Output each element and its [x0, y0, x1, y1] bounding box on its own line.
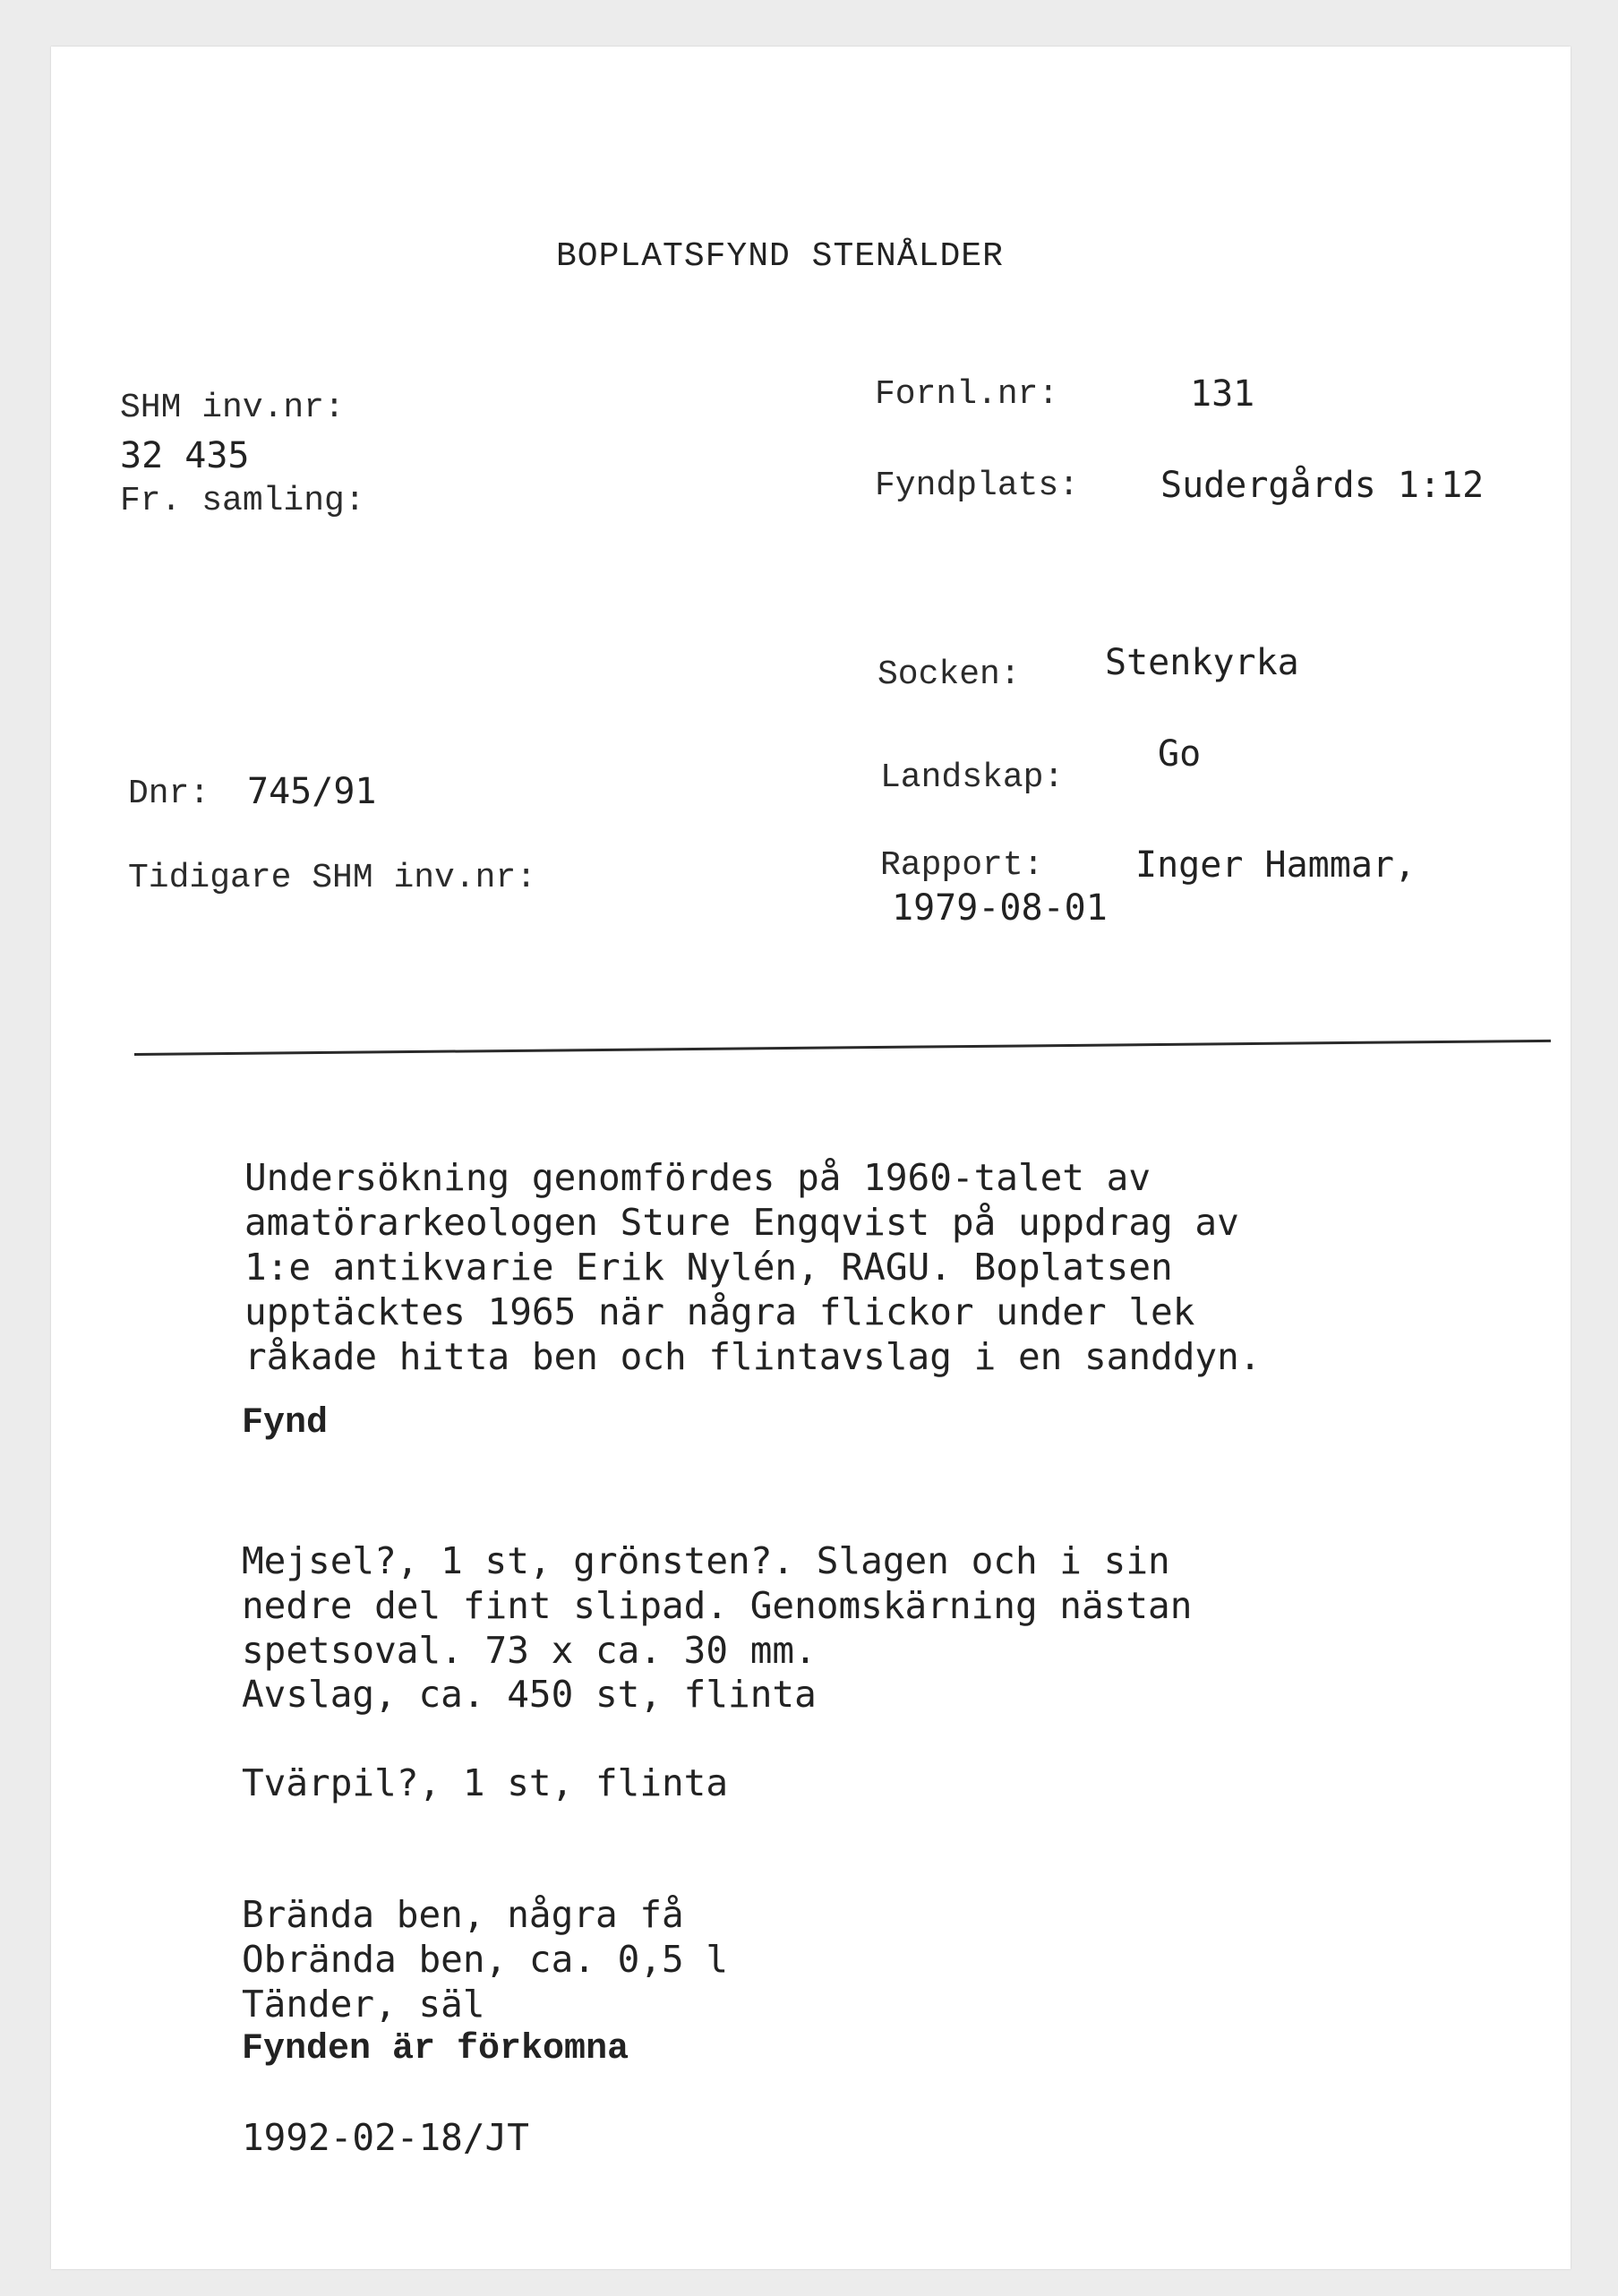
- landskap-label: Landskap:: [880, 758, 1065, 797]
- rapport-value-date: 1979-08-01: [892, 887, 1108, 929]
- status-heading: Fynden är förkomna: [242, 2029, 629, 2069]
- socken-value: Stenkyrka: [1105, 642, 1299, 683]
- find-line: Mejsel?, 1 st, grönsten?. Slagen och i sin: [242, 1539, 1170, 1582]
- fornl-label: Fornl.nr:: [875, 375, 1059, 414]
- find-line: Tänder, säl: [242, 1983, 485, 2026]
- fornl-value: 131: [1190, 373, 1255, 415]
- fyndplats-label: Fyndplats:: [875, 467, 1080, 505]
- description-line: Undersökning genomfördes på 1960-talet av: [244, 1156, 1151, 1199]
- description-line: 1:e antikvarie Erik Nylén, RAGU. Boplatsen: [244, 1246, 1173, 1289]
- description-paragraph: [244, 1110, 1261, 1424]
- fyndplats-value: Sudergårds 1:12: [1160, 465, 1485, 506]
- rapport-label: Rapport:: [880, 846, 1044, 885]
- find-line: Brända ben, några få: [242, 1893, 684, 1936]
- tidigare-shm-label: Tidigare SHM inv.nr:: [128, 859, 537, 897]
- card-title: BOPLATSFYND STENÅLDER: [556, 237, 1004, 276]
- description-line: upptäcktes 1965 när några flickor under lek: [244, 1290, 1195, 1333]
- find-tvarpil: Tvärpil?, 1 st, flinta: [242, 1761, 729, 1804]
- find-line: Obrända ben, ca. 0,5 l: [242, 1938, 729, 1981]
- shm-inv-value: 32 435: [120, 435, 250, 476]
- dnr-label: Dnr:: [128, 775, 210, 813]
- find-line: spetsoval. 73 x ca. 30 mm.: [242, 1629, 817, 1672]
- description-line: råkade hitta ben och flintavslag i en sanddyn.: [244, 1335, 1262, 1378]
- find-line: nedre del fint slipad. Genomskärning nästan: [242, 1584, 1193, 1627]
- find-avslag: Avslag, ca. 450 st, flinta: [242, 1673, 817, 1716]
- socken-label: Socken:: [877, 655, 1021, 694]
- fynd-heading: Fynd: [242, 1403, 329, 1444]
- rapport-value-name: Inger Hammar,: [1135, 844, 1417, 886]
- description-line: amatörarkeologen Sture Engqvist på uppdrag av: [244, 1201, 1239, 1244]
- dnr-value: 745/91: [247, 771, 377, 812]
- fr-samling-label: Fr. samling:: [120, 482, 365, 520]
- landskap-value: Go: [1158, 733, 1202, 775]
- shm-inv-label: SHM inv.nr:: [120, 389, 345, 427]
- signature-date: 1992-02-18/JT: [242, 2116, 529, 2159]
